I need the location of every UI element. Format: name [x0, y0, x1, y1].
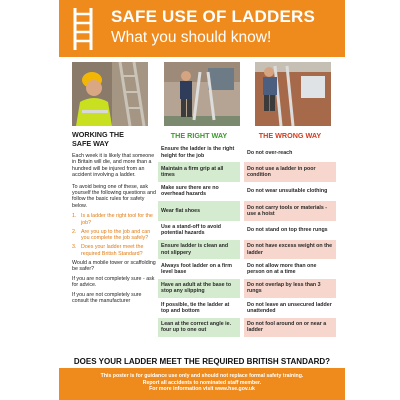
footer-banner [59, 368, 345, 400]
left-heading-line1: WORKING THE [72, 130, 124, 139]
wrong-way-heading: THE WRONG WAY [258, 131, 322, 140]
photo-right-way [164, 62, 240, 126]
poster [59, 0, 345, 400]
header-banner [59, 0, 345, 57]
question-item [72, 244, 158, 257]
question-number: 3. [72, 244, 77, 251]
wrong-way-item: Do not fool around on or near a ladder [244, 318, 336, 337]
right-way-item: Have an adult at the base to stop any slipping [158, 279, 240, 298]
footer-line: For more information visit www.hse.gov.uk [149, 386, 255, 393]
ladder-icon [68, 6, 98, 52]
wrong-way-item: Do not carry tools or materials - use a hoist [244, 201, 336, 220]
right-way-item: Ensure ladder is clean and not slippery [158, 240, 240, 259]
note-text: Would a mobile tower or scaffolding be safer? [72, 260, 156, 273]
page-subtitle: What you should know! [111, 29, 272, 46]
wrong-way-item: Do not allow more than one person on at a time [247, 262, 317, 276]
instruction-paragraph: To avoid being one of these, ask yourself the following questions and follow the basic rules for safety below. [72, 183, 156, 209]
question-number: 2. [72, 228, 77, 235]
footer-line: This poster is for guidance use only and should not replace formal safety training. [100, 373, 304, 379]
right-way-item: If possible, tie the ladder at top and bottom [161, 301, 230, 314]
left-heading-line2: SAFE WAY [72, 138, 109, 148]
question-text: Are you up to the job and can you complete the job safely? [81, 228, 151, 242]
question-text: Does your ladder meet the required British Standard? [81, 244, 144, 257]
photo-wrong-way [255, 62, 331, 126]
question-list [72, 213, 158, 257]
right-way-item: Make sure there are no overhead hazards [161, 185, 219, 198]
question-number: 1. [72, 213, 77, 220]
intro-paragraph: Each week it is likely that someone in Britain will die, and more than a hundred will be injured from an accident involving a ladder. [72, 153, 155, 179]
photo-worker [72, 62, 148, 126]
footer-line: Report all accidents to nominated staff member. [142, 379, 262, 386]
right-way-item: Ensure the ladder is the right height for the job [161, 146, 235, 159]
wrong-way-column [244, 131, 336, 337]
right-way-item: Use a stand-off to avoid potential hazards [161, 224, 222, 237]
right-way-column [158, 131, 240, 337]
question-item [72, 229, 158, 242]
british-standard-question: DOES YOUR LADDER MEET THE REQUIRED BRITISH STANDARD? [73, 357, 331, 366]
right-way-item: Always foot ladder on a firm level base [161, 262, 232, 276]
left-column-heading [72, 131, 158, 148]
wrong-way-item: Do not overlap by less than 3 rungs [244, 279, 336, 298]
right-way-item: Maintain a firm grip at all times [158, 162, 240, 181]
right-way-heading: THE RIGHT WAY [170, 131, 228, 140]
right-way-item: Wear flat shoes [158, 201, 240, 220]
page-title: SAFE USE OF LADDERS [111, 7, 316, 26]
wrong-way-item: Do not have excess weight on the ladder [244, 240, 336, 259]
wrong-way-item: Do not wear unsuitable clothing [247, 188, 328, 195]
question-text: Is a ladder the right tool for the job? [81, 213, 153, 226]
wrong-way-item: Do not over-reach [247, 149, 293, 156]
left-column [72, 131, 158, 304]
wrong-way-item: Do not stand on top three rungs [247, 227, 328, 234]
note-text: If you are not completely sure - ask for advice. [72, 275, 155, 289]
right-way-item: Lean at the correct angle ie. four up to one out [158, 318, 240, 337]
note-text: If you are not completely sure consult the manufacturer [72, 291, 142, 305]
wrong-way-item: Do not leave an unsecured ladder unattended [247, 301, 332, 314]
wrong-way-item: Do not use a ladder in poor condition [244, 162, 336, 181]
question-item [72, 213, 158, 226]
